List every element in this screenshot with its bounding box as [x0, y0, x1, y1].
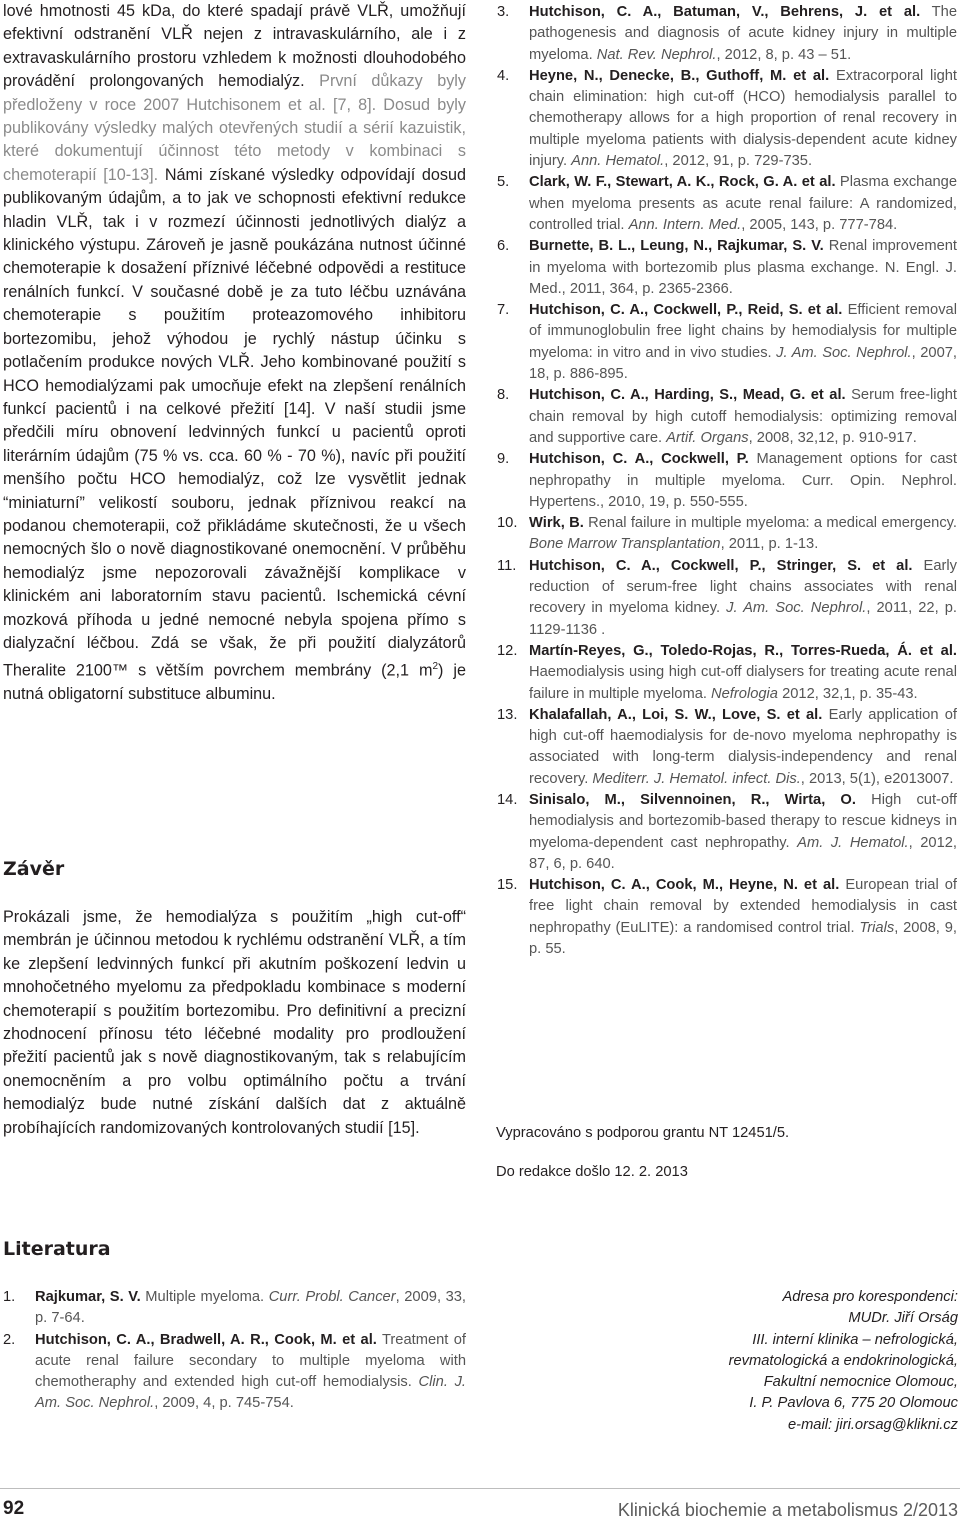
body-paragraph: [3, 0, 466, 707]
correspondence-line: MUDr. Jiří Orság: [848, 1310, 958, 1327]
body-text-column: [3, 0, 466, 707]
reference-journal: Trials: [859, 919, 895, 936]
body-sentence: V naší studii jsme předčili míru obnovení ledvinných funkcí u pacientů oproti literárním údajům (75 % vs. cca. 60 % - 70 %), navíc při použití menšího počtu HCO hemodialýz, což lze vysvětlit jednak “miniaturní” velikostí souboru, jednak příznivou reakcí na podanou chemoterapii, což přikládáme skutečnosti, že u všech nemocných šlo o nově diagnostikované onemocnění.: [3, 399, 467, 559]
reference-authors: Hutchison, C. A., Cockwell, P.: [529, 451, 749, 468]
reference-item: [497, 641, 957, 705]
reference-journal: Curr. Probl. Cancer: [268, 1289, 396, 1305]
reference-item: [497, 705, 957, 790]
body-sentence: ) je nutná obligatorní substituce albuminu.: [3, 661, 466, 704]
reference-item: [497, 449, 957, 513]
reference-title: Early application of high cut-off haemodialysis for de-novo myeloma nephropathy is associated with long-term dialysis-independency and renal recovery.: [529, 706, 957, 787]
body-sentence: V průběhu hemodialýz jsme nepozorovali závažnější komplikace v klinickém ani laboratorním stavu pacientů.: [3, 540, 466, 606]
reference-item: [3, 1330, 466, 1415]
correspondence-line: III. interní klinika – nefrologická,: [752, 1331, 958, 1348]
reference-title: Extracorporal light chain elimination: high cut-off (HCO) hemodialysis parallel to chemotherapy allows for a high proportion of renal recovery in multiple myeloma patients with dialysis-dependent acute kidney injury.: [529, 67, 957, 170]
section-heading-conclusion: Závěr: [3, 858, 65, 880]
body-sentence: V současné době je za tuto léčbu uznávána chemoterapie s použitím proteazomového inhibitoru bortezomibu, jehož výhodou je rychlý nástup účinku s potlačením produkce nových VLŘ.: [3, 282, 466, 372]
reference-authors: Wirk, B.: [529, 515, 584, 532]
correspondence-address: [658, 1287, 958, 1436]
reference-journal: J. Am. Soc. Nephrol.: [776, 344, 912, 361]
body-sentence: Námi získané výsledky odpovídají dosud publikovaným údajům, a to jak ve schopnosti efektivní redukce hladin VLŘ, tak i v rozmezí účinnosti jednotlivých dialýz a klinického výstupu.: [3, 165, 466, 255]
reference-journal: Nefrologia: [711, 685, 778, 702]
reference-number: 2.: [3, 1331, 16, 1348]
reference-title: The pathogenesis and diagnosis of acute kidney injury in multiple myeloma.: [529, 4, 957, 63]
reference-number: 10.: [497, 515, 518, 532]
reference-journal: J. Am. Soc. Nephrol.: [726, 600, 867, 617]
correspondence-email: e-mail: jiri.orsag@klikni.cz: [788, 1416, 958, 1433]
body-sentence: Dosud byly publikovány výsledky malých otevřených studií a sérií kazuistik, které dokumentují účinnost této metody v kombinaci s chemoterapií [10-13].: [3, 95, 467, 184]
reference-details: , 2007, 18, p. 886-895.: [529, 344, 957, 383]
body-sentence: Ischemická cévní mozková příhoda u jedné nemocné nebyla spojena přímo s dialyzační léčbou.: [3, 587, 466, 652]
reference-details: , 2012, 91, p. 729-735.: [664, 153, 813, 170]
reference-title: Management options for cast nephropathy in multiple myeloma. Curr. Opin. Nephrol. Hypertens., 2010, 19, p. 550-555.: [529, 451, 957, 510]
reference-item: [3, 1287, 466, 1330]
reference-item: [497, 172, 957, 236]
reference-title: High cut-off hemodialysis and bortezomib-based therapy to rescue kidneys in myeloma-dependent cast nephropathy.: [529, 791, 957, 851]
reference-authors: Martín-Reyes, G., Toledo-Rojas, R., Torres-Rueda, Á. et al.: [529, 642, 957, 659]
reference-title: European trial of free light chain removal by extended hemodialysis in cast nephropathy (EuLITE): a randomised control trial.: [529, 877, 957, 936]
reference-authors: Clark, W. F., Stewart, A. K., Rock, G. A. et al.: [529, 174, 836, 191]
reference-authors: Heyne, N., Denecke, B., Guthoff, M. et al.: [529, 67, 830, 84]
reference-item: [497, 790, 957, 875]
reference-journal: Ann. Hematol.: [571, 153, 665, 170]
conclusion-paragraph: [3, 906, 466, 1140]
reference-number: 15.: [497, 877, 518, 894]
journal-title: Klinická biochemie a metabolismus 2/2013: [617, 1500, 958, 1520]
reference-journal: Clin. J. Am. Soc. Nephrol.: [35, 1374, 466, 1412]
reference-title: Early reduction of serum-free light chains associates with renal recovery in myeloma kidney.: [529, 557, 958, 617]
reference-details: , 2009, 4, p. 745-754.: [154, 1395, 294, 1412]
reference-authors: Hutchison, C. A., Bradwell, A. R., Cook, M. et al.: [35, 1331, 377, 1348]
reference-details: , 2013, 5(1), e2013007.: [800, 770, 954, 787]
reference-item: [497, 556, 957, 641]
reference-details: 2012, 32,1, p. 35-43.: [777, 685, 918, 702]
footer-divider: [0, 1488, 960, 1489]
reference-title: Multiple myeloma.: [140, 1289, 269, 1305]
reference-journal: Bone Marrow Transplantation: [529, 536, 721, 553]
reference-authors: Hutchison, C. A., Batuman, V., Behrens, J. et al.: [529, 4, 921, 20]
superscript: 2: [432, 661, 439, 673]
reference-number: 6.: [497, 238, 510, 255]
page-number: 92: [3, 1498, 25, 1519]
reference-authors: Hutchison, C. A., Cockwell, P., Stringer, S. et al.: [529, 557, 913, 574]
reference-details: , 2008, 9, p. 55.: [529, 919, 957, 958]
correspondence-line: revmatologická a endokrinologická,: [728, 1352, 958, 1369]
conclusion-text: Prokázali jsme, že hemodialýza s použitím „high cut-off“ membrán je účinnou metodou k rychlému odstranění VLŘ, a tím ke zlepšení ledvinných funkcí při akutním poškození ledvin u mnohočetného myelomu za předpokladu kombinace s moderní chemoterapií s použitím bortezomibu. Pro definitivní a precizní zhodnocení přínosu této léčebné modality pro prodloužení přežití pacientů jak s nově diagnostikovaným, tak s relabujícím onemocněním a pro volbu optimálního počtu a trvání hemodialýz bude nutné získání dalších dat z aktuálně probíhajících randomizovaných kontrolovaných studií [15].: [3, 908, 466, 1137]
reference-item: [497, 513, 957, 556]
reference-authors: Khalafallah, A., Loi, S. W., Love, S. et al.: [529, 706, 823, 723]
reference-number: 5.: [497, 174, 510, 191]
reference-details: , 2009, 33, p. 7-64.: [35, 1289, 466, 1327]
received-note: Do redakce došlo 12. 2. 2013: [496, 1164, 688, 1181]
reference-details: , 2012, 87, 6, p. 640.: [529, 834, 958, 872]
reference-authors: Hutchison, C. A., Cockwell, P., Reid, S. et al.: [529, 302, 843, 319]
reference-item: [497, 385, 957, 449]
body-sentence: Jeho kombinované použití s HCO hemodialýzami pak umocňuje efekt na zlepšení renálních funkcí pacientů i na celkové přežití [14].: [3, 353, 467, 418]
reference-journal: Artif. Organs: [666, 429, 749, 446]
reference-details: , 2008, 32,12, p. 910-917.: [748, 429, 917, 446]
references-list-right: [497, 2, 957, 960]
reference-authors: Sinisalo, M., Silvennoinen, R., Wirta, O.: [529, 791, 856, 808]
reference-title: Renal failure in multiple myeloma: a medical emergency.: [583, 515, 957, 532]
reference-title: Treatment of acute renal failure secondary to multiple myeloma with chemotheraphy and extended high cut-off hemodialysis.: [35, 1331, 466, 1391]
reference-journal: Mediterr. J. Hematol. infect. Dis.: [592, 770, 801, 787]
reference-number: 13.: [497, 706, 518, 723]
reference-authors: Hutchison, C. A., Cook, M., Heyne, N. et al.: [529, 877, 840, 894]
reference-title: Plasma exchange when myeloma presents as acute renal failure: A randomized, controlled trial.: [529, 174, 958, 233]
reference-authors: Rajkumar, S. V.: [35, 1289, 141, 1305]
reference-item: [497, 2, 957, 66]
reference-title: Haemodialysis using high cut-off dialysers for treating acute renal failure in multiple myeloma.: [529, 664, 957, 702]
grant-note: Vypracováno s podporou grantu NT 12451/5.: [496, 1125, 790, 1141]
reference-item: [497, 66, 957, 172]
reference-number: 9.: [497, 451, 510, 468]
correspondence-line: Adresa pro korespondenci:: [782, 1289, 958, 1305]
body-sentence: První důkazy byly předloženy v roce 2007 Hutchisonem et al. [7, 8].: [3, 72, 466, 114]
correspondence-line: I. P. Pavlova 6, 775 20 Olomouc: [749, 1395, 958, 1412]
reference-title: Serum free-light chain removal by high cutoff hemodialysis: optimizing removal and supportive care.: [529, 387, 957, 446]
reference-number: 12.: [497, 642, 518, 659]
reference-details: , 2011, p. 1-13.: [720, 536, 819, 553]
reference-authors: Burnette, B. L., Leung, N., Rajkumar, S. V.: [529, 238, 824, 255]
reference-item: [497, 875, 957, 960]
reference-item: [497, 236, 957, 300]
correspondence-line: Fakultní nemocnice Olomouc,: [763, 1374, 958, 1391]
body-sentence: Zároveň je jasně poukázána nutnost účinné chemoterapie k dosažení příznivé léčebné odpovědi a restituce renálních funkcí.: [3, 236, 466, 301]
reference-details: , 2011, 22, p. 1129-1136 .: [529, 600, 957, 638]
reference-title: Efficient removal of immunoglobulin free light chains by hemodialysis for multiple myeloma: in vitro and in vivo studies.: [529, 302, 957, 361]
body-sentence: Zdá se však, že při použití dialyzátorů Theralite 2100™ s větším povrchem membrány (2,1 m: [3, 633, 466, 680]
reference-authors: Hutchison, C. A., Harding, S., Mead, G. et al.: [529, 387, 846, 404]
reference-details: , 2005, 143, p. 777-784.: [741, 216, 898, 233]
reference-details: , 2012, 8, p. 43 – 51.: [716, 46, 852, 63]
references-list-left: [3, 1287, 466, 1415]
reference-number: 8.: [497, 387, 510, 404]
body-sentence: lové hmotnosti 45 kDa, do které spadají právě VLŘ, umožňují efektivní odstranění VLŘ nejen z intravaskulárního, ale i z extravaskulárního prostoru vzhledem k možnosti dlouhodobého provádění prolongovaných hemodialýz.: [3, 2, 466, 91]
reference-number: 3.: [497, 4, 510, 20]
reference-number: 1.: [3, 1289, 16, 1305]
reference-journal: Am. J. Hematol.: [797, 834, 909, 851]
reference-title: Renal improvement in myeloma with bortezomib plus plasma exchange. N. Engl. J. Med., 2011, 364, p. 2365-2366.: [529, 238, 957, 297]
reference-number: 7.: [497, 302, 510, 319]
reference-journal: Nat. Rev. Nephrol.: [596, 46, 717, 63]
reference-number: 4.: [497, 67, 510, 84]
reference-item: [497, 300, 957, 385]
reference-number: 14.: [497, 791, 518, 808]
reference-journal: Ann. Intern. Med.: [628, 216, 742, 233]
notes: [496, 1123, 956, 1184]
section-heading-literature: Literatura: [3, 1238, 111, 1260]
reference-number: 11.: [497, 557, 517, 574]
